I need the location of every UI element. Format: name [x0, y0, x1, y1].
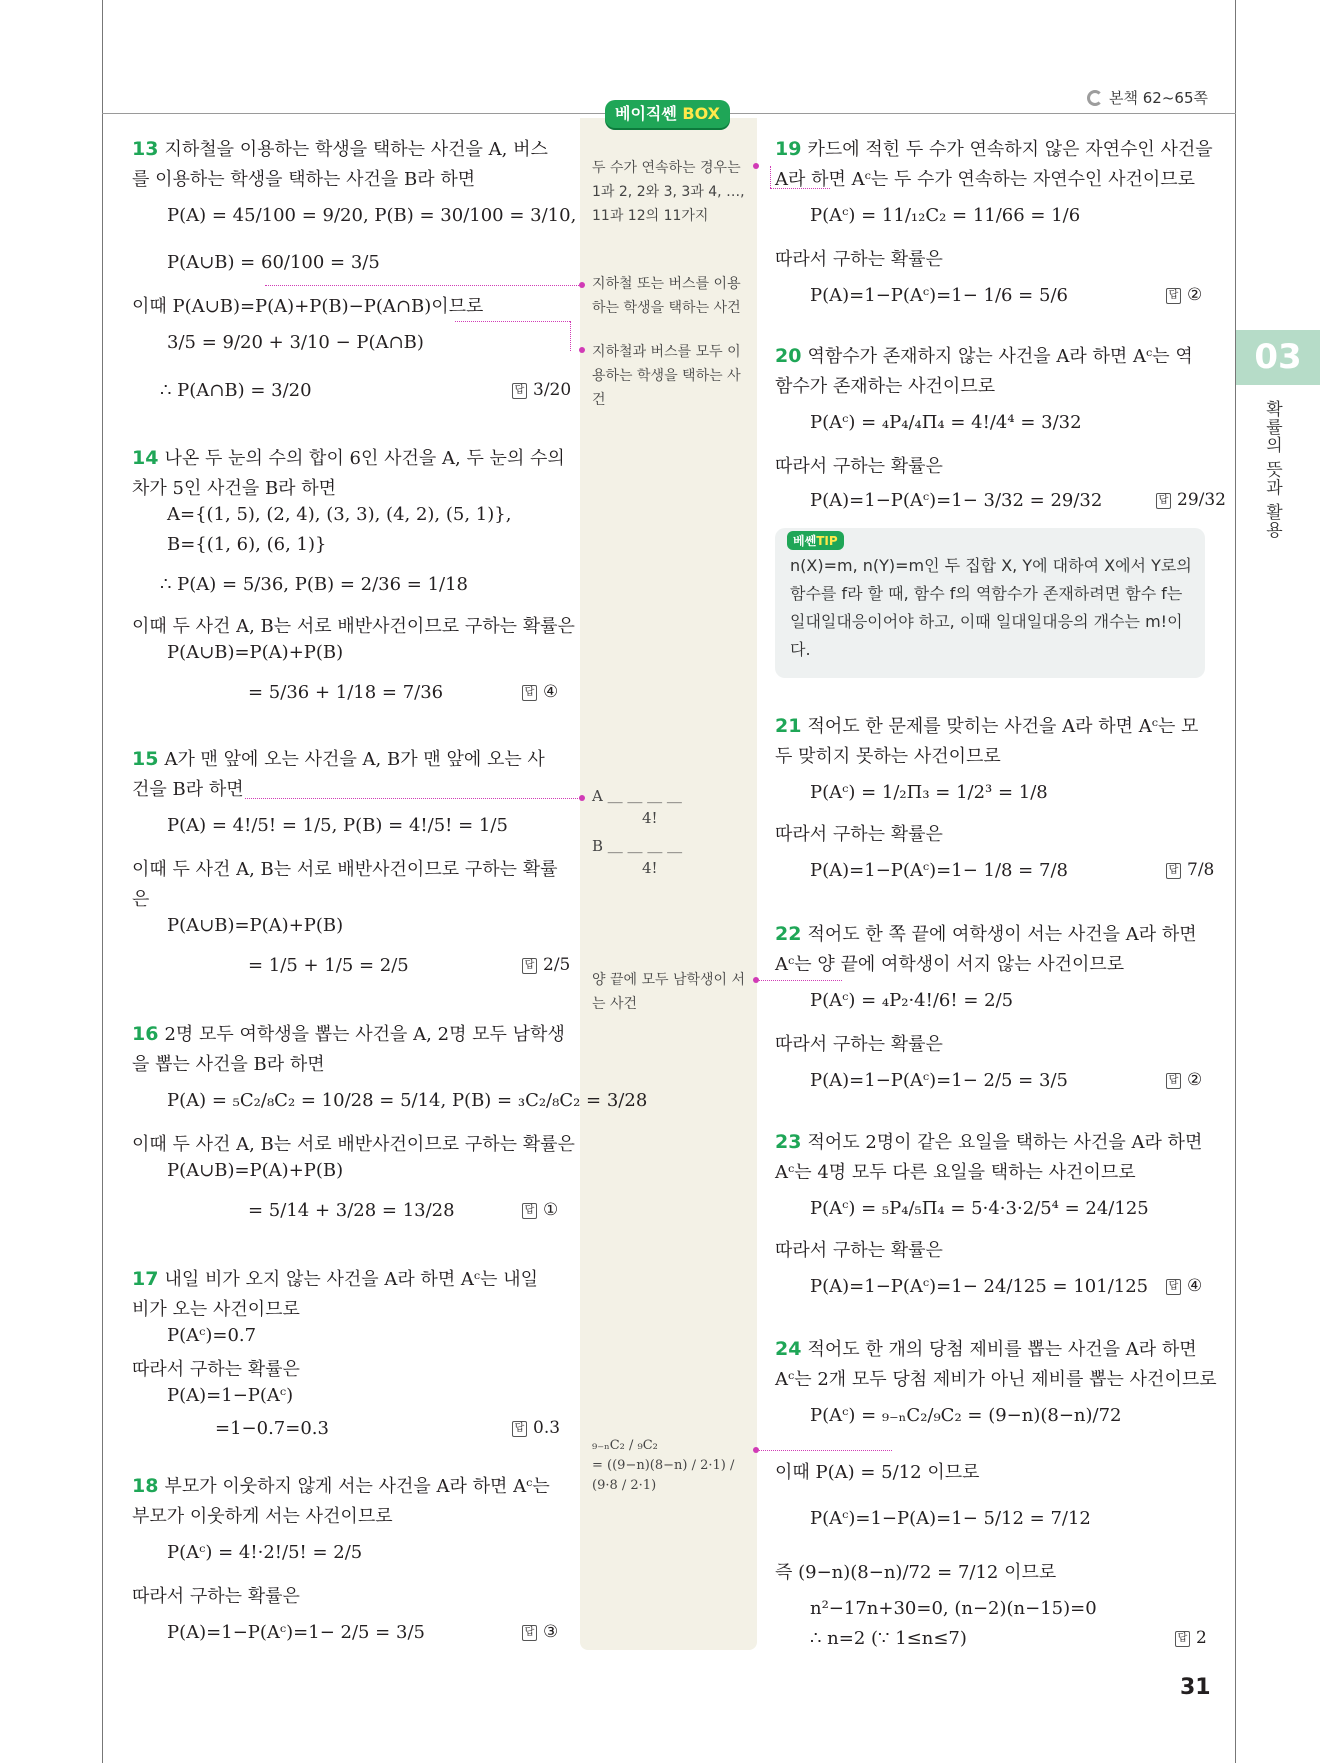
problem-13-eq-3: 3/5 = 9/20 + 3/10 − P(A∩B) — [167, 332, 424, 353]
connector-dot — [579, 795, 585, 801]
problem-21-answer: 답 7/8 — [1166, 860, 1214, 880]
problem-16-line-2: 을 뽑는 사건을 B라 하면 — [132, 1054, 325, 1075]
left-margin-line — [102, 0, 103, 1763]
box-note-arrangement: A ＿ ＿ ＿ ＿ 4! B ＿ ＿ ＿ ＿ 4! — [592, 787, 683, 877]
problem-14-line-1: 14 나온 두 눈의 수의 합이 6인 사건을 A, 두 눈의 수의 — [132, 447, 565, 469]
problem-14-eq-3: ∴ P(A) = 5/36, P(B) = 2/36 = 1/18 — [160, 574, 468, 595]
problem-13-eq-2: P(A∪B) = 60/100 = 3/5 — [167, 252, 380, 273]
problem-20-line-1: 20 역함수가 존재하지 않는 사건을 A라 하면 Aᶜ는 역 — [775, 345, 1193, 367]
answer-icon: 답 — [522, 958, 537, 974]
problem-18-eq-1: P(Aᶜ) = 4!·2!/5! = 2/5 — [167, 1542, 363, 1563]
problem-17-line-1: 17 내일 비가 오지 않는 사건을 A라 하면 Aᶜ는 내일 — [132, 1268, 539, 1290]
problem-19-eq-1: P(Aᶜ) = 11/₁₂C₂ = 11/66 = 1/6 — [810, 205, 1081, 226]
problem-15-eq-3: = 1/5 + 1/5 = 2/5 — [248, 955, 409, 976]
swirl-icon — [1087, 90, 1103, 106]
box-note-consecutive: 두 수가 연속하는 경우는 1과 2, 2와 3, 3과 4, …, 11과 12의 11가지 — [592, 160, 745, 224]
answer-icon: 답 — [1166, 288, 1181, 304]
problem-18-line-3: 따라서 구하는 확률은 — [132, 1586, 300, 1607]
problem-14-eq-1: A={(1, 5), (2, 4), (3, 3), (4, 2), (5, 1)}, — [167, 504, 512, 525]
problem-19-eq-2: P(A)=1−P(Aᶜ)=1− 1/6 = 5/6 — [810, 285, 1068, 306]
problem-14-eq-4: P(A∪B)=P(A)+P(B) — [167, 642, 344, 663]
problem-19-answer: 답 ② — [1166, 285, 1202, 305]
problem-15-line-4: 은 — [132, 889, 150, 910]
problem-24-eq-5: ∴ n=2 (∵ 1≤n≤7) — [810, 1628, 967, 1649]
problem-22-line-2: Aᶜ는 양 끝에 여학생이 서지 않는 사건이므로 — [775, 954, 1125, 975]
connector-dot — [753, 977, 759, 983]
tip-label: 베쎈TIP — [787, 531, 844, 550]
answer-icon: 답 — [522, 685, 537, 701]
problem-13-eq-4: ∴ P(A∩B) = 3/20 — [160, 380, 312, 401]
problem-20-line-2: 함수가 존재하는 사건이므로 — [775, 376, 996, 397]
problem-17-answer: 답 0.3 — [512, 1418, 560, 1438]
problem-15-line-2: 건을 B라 하면 — [132, 779, 244, 800]
connector-dot — [579, 282, 585, 288]
problem-18-line-1: 18 부모가 이웃하지 않게 서는 사건을 A라 하면 Aᶜ는 — [132, 1475, 550, 1497]
box-note-intersection: 지하철과 버스를 모두 이용하는 학생을 택하는 사건 — [592, 344, 741, 408]
connector-line — [265, 285, 583, 286]
reference-label: 본책 62~65쪽 — [1087, 87, 1208, 108]
connector-line — [455, 321, 570, 322]
problem-15-eq-1: P(A) = 4!/5! = 1/5, P(B) = 4!/5! = 1/5 — [167, 815, 508, 836]
problem-16-eq-3: = 5/14 + 3/28 = 13/28 — [248, 1200, 455, 1221]
connector-line — [757, 980, 842, 981]
connector-line — [570, 321, 571, 351]
page-number: 31 — [1180, 1675, 1211, 1700]
answer-icon: 답 — [1166, 1279, 1181, 1295]
problem-17-line-2: 비가 오는 사건이므로 — [132, 1299, 300, 1320]
problem-17-eq-2: P(A)=1−P(Aᶜ) — [167, 1385, 294, 1406]
problem-20-eq-2: P(A)=1−P(Aᶜ)=1− 3/32 = 29/32 — [810, 490, 1103, 511]
problem-16-eq-1: P(A) = ₅C₂/₈C₂ = 10/28 = 5/14, P(B) = ₃C₂/₈C₂ = 3/28 — [167, 1090, 648, 1111]
problem-14-answer: 답 ④ — [522, 682, 558, 702]
problem-14-eq-2: B={(1, 6), (6, 1)} — [167, 534, 327, 555]
problem-13-line-3: 이때 P(A∪B)=P(A)+P(B)−P(A∩B)이므로 — [132, 296, 484, 317]
problem-13-line-1: 13 지하철을 이용하는 학생을 택하는 사건을 A, 버스 — [132, 138, 548, 160]
box-note-ends-boys: 양 끝에 모두 남학생이 서는 사건 — [592, 972, 746, 1012]
problem-16-answer: 답 ① — [522, 1200, 558, 1220]
chapter-tab: 03 — [1236, 330, 1320, 385]
problem-22-eq-2: P(A)=1−P(Aᶜ)=1− 2/5 = 3/5 — [810, 1070, 1068, 1091]
answer-icon: 답 — [512, 1421, 527, 1437]
problem-21-line-1: 21 적어도 한 문제를 맞히는 사건을 A라 하면 Aᶜ는 모 — [775, 715, 1199, 737]
problem-15-line-3: 이때 두 사건 A, B는 서로 배반사건이므로 구하는 확률 — [132, 859, 558, 880]
connector-dot — [753, 163, 759, 169]
answer-icon: 답 — [1156, 493, 1171, 509]
box-note-combination: ₉₋ₙC₂ / ₉C₂ = ((9−n)(8−n) / 2·1) / (9·8 / 2·1) — [592, 1438, 735, 1493]
answer-icon: 답 — [512, 383, 527, 399]
connector-line — [770, 166, 771, 188]
problem-22-line-1: 22 적어도 한 쪽 끝에 여학생이 서는 사건을 A라 하면 — [775, 923, 1197, 945]
problem-13-answer: 답 3/20 — [512, 380, 571, 400]
box-note-union: 지하철 또는 버스를 이용하는 학생을 택하는 사건 — [592, 276, 741, 316]
problem-16-eq-2: P(A∪B)=P(A)+P(B) — [167, 1160, 344, 1181]
problem-24-answer: 답 2 — [1175, 1628, 1207, 1648]
problem-15-eq-2: P(A∪B)=P(A)+P(B) — [167, 915, 344, 936]
problem-14-line-3: 이때 두 사건 A, B는 서로 배반사건이므로 구하는 확률은 — [132, 616, 575, 637]
problem-23-line-1: 23 적어도 2명이 같은 요일을 택하는 사건을 A라 하면 — [775, 1131, 1203, 1153]
problem-19-line-2: A라 하면 Aᶜ는 두 수가 연속하는 자연수인 사건이므로 — [775, 169, 1196, 190]
problem-24-line-3: 이때 P(A) = 5/12 이므로 — [775, 1462, 980, 1483]
problem-21-line-2: 두 맞히지 못하는 사건이므로 — [775, 746, 1001, 767]
problem-23-answer: 답 ④ — [1166, 1276, 1202, 1296]
connector-dot — [579, 347, 585, 353]
problem-18-line-2: 부모가 이웃하게 서는 사건이므로 — [132, 1506, 393, 1527]
problem-15-answer: 답 2/5 — [522, 955, 570, 975]
tip-text: n(X)=m, n(Y)=m인 두 집합 X, Y에 대하여 X에서 Y로의 함수를 f라 할 때, 함수 f의 역함수가 존재하려면 함수 f는 일대일대응이어야 하고, 이때 일대일대응의 개수는 m!이다. — [790, 556, 1192, 659]
problem-21-line-3: 따라서 구하는 확률은 — [775, 824, 943, 845]
problem-20-line-3: 따라서 구하는 확률은 — [775, 456, 943, 477]
problem-19-line-1: 19 카드에 적힌 두 수가 연속하지 않은 자연수인 사건을 — [775, 138, 1213, 160]
problem-16-line-3: 이때 두 사건 A, B는 서로 배반사건이므로 구하는 확률은 — [132, 1134, 575, 1155]
problem-23-eq-1: P(Aᶜ) = ₅P₄/₅Π₄ = 5·4·3·2/5⁴ = 24/125 — [810, 1198, 1149, 1219]
problem-17-eq-3: =1−0.7=0.3 — [215, 1418, 329, 1439]
problem-15-line-1: 15 A가 맨 앞에 오는 사건을 A, B가 맨 앞에 오는 사 — [132, 748, 545, 770]
problem-14-line-2: 차가 5인 사건을 B라 하면 — [132, 478, 337, 499]
problem-23-eq-2: P(A)=1−P(Aᶜ)=1− 24/125 = 101/125 — [810, 1276, 1149, 1297]
problem-24-eq-3: 즉 (9−n)(8−n)/72 = 7/12 이므로 — [775, 1562, 1057, 1583]
problem-24-line-1: 24 적어도 한 개의 당첨 제비를 뽑는 사건을 A라 하면 — [775, 1338, 1197, 1360]
problem-24-line-2: Aᶜ는 2개 모두 당첨 제비가 아닌 제비를 뽑는 사건이므로 — [775, 1369, 1217, 1390]
problem-16-line-1: 16 2명 모두 여학생을 뽑는 사건을 A, 2명 모두 남학생 — [132, 1023, 565, 1045]
problem-23-line-3: 따라서 구하는 확률은 — [775, 1240, 943, 1261]
problem-17-eq-1: P(Aᶜ)=0.7 — [167, 1325, 257, 1346]
problem-22-answer: 답 ② — [1166, 1070, 1202, 1090]
answer-icon: 답 — [1166, 863, 1181, 879]
answer-icon: 답 — [1166, 1073, 1181, 1089]
problem-22-line-3: 따라서 구하는 확률은 — [775, 1034, 943, 1055]
problem-24-eq-1: P(Aᶜ) = ₉₋ₙC₂/₉C₂ = (9−n)(8−n)/72 — [810, 1405, 1122, 1426]
problem-20-answer: 답 29/32 — [1156, 490, 1226, 510]
problem-18-answer: 답 ③ — [522, 1622, 558, 1642]
problem-13-eq-1: P(A) = 45/100 = 9/20, P(B) = 30/100 = 3/10, — [167, 205, 577, 226]
answer-icon: 답 — [522, 1625, 537, 1641]
problem-17-line-3: 따라서 구하는 확률은 — [132, 1359, 300, 1380]
basic-box-title: 베이직쎈 BOX — [605, 100, 730, 128]
connector-line — [757, 1450, 892, 1451]
problem-18-eq-2: P(A)=1−P(Aᶜ)=1− 2/5 = 3/5 — [167, 1622, 425, 1643]
problem-19-line-3: 따라서 구하는 확률은 — [775, 249, 943, 270]
problem-22-eq-1: P(Aᶜ) = ₄P₂·4!/6! = 2/5 — [810, 990, 1014, 1011]
problem-23-line-2: Aᶜ는 4명 모두 다른 요일을 택하는 사건이므로 — [775, 1162, 1136, 1183]
right-margin-line — [1235, 0, 1236, 1763]
problem-21-eq-1: P(Aᶜ) = 1/₂Π₃ = 1/2³ = 1/8 — [810, 782, 1048, 803]
connector-dot — [753, 1447, 759, 1453]
problem-21-eq-2: P(A)=1−P(Aᶜ)=1− 1/8 = 7/8 — [810, 860, 1068, 881]
chapter-title: 확률의 뜻과 활용 — [1262, 400, 1282, 539]
problem-24-eq-4: n²−17n+30=0, (n−2)(n−15)=0 — [810, 1598, 1097, 1619]
problem-14-eq-5: = 5/36 + 1/18 = 7/36 — [248, 682, 444, 703]
connector-line — [245, 798, 582, 799]
answer-icon: 답 — [1175, 1631, 1190, 1647]
problem-20-eq-1: P(Aᶜ) = ₄P₄/₄Π₄ = 4!/4⁴ = 3/32 — [810, 412, 1082, 433]
problem-13-line-2: 를 이용하는 학생을 택하는 사건을 B라 하면 — [132, 169, 476, 190]
answer-icon: 답 — [522, 1203, 537, 1219]
problem-24-eq-2: P(Aᶜ)=1−P(A)=1− 5/12 = 7/12 — [810, 1508, 1091, 1529]
